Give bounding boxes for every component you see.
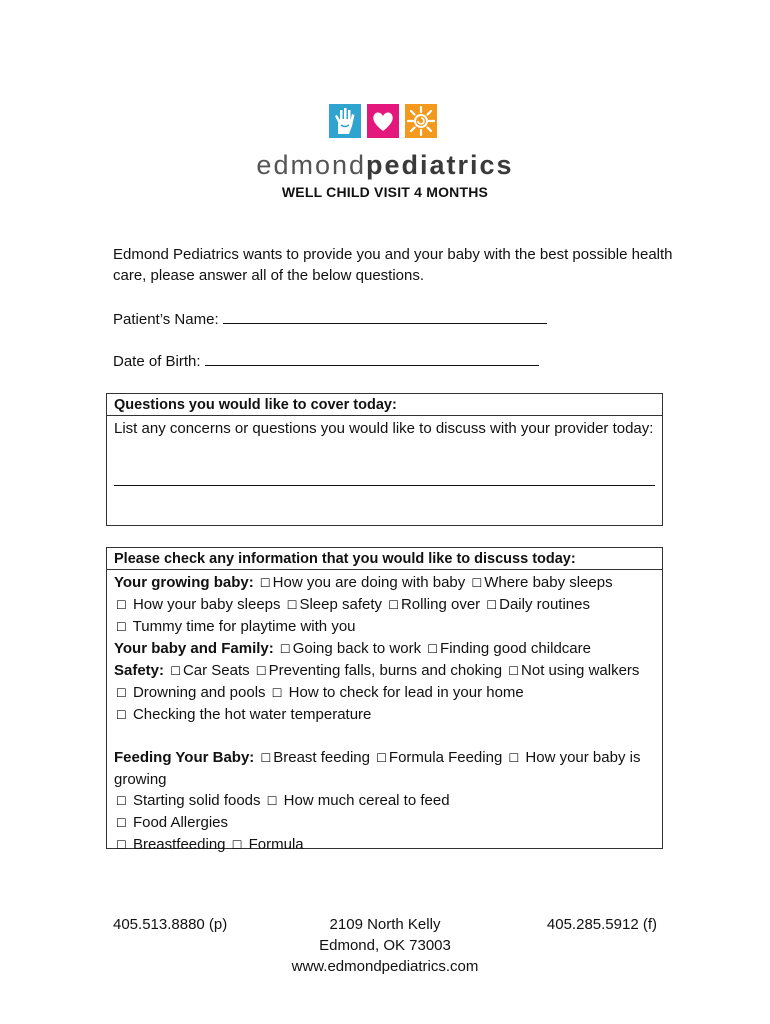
checkbox-icon[interactable]: ☐ xyxy=(116,816,127,830)
checkbox-icon[interactable]: ☐ xyxy=(279,642,291,656)
brand-part2: pediatrics xyxy=(366,150,514,180)
checkbox-icon[interactable]: ☐ xyxy=(508,664,520,678)
feeding-label: Feeding Your Baby: xyxy=(114,749,255,766)
footer-fax: 405.285.5912 (f) xyxy=(546,916,657,933)
option-label: Finding good childcare xyxy=(440,640,591,657)
option-label: How you are doing with baby xyxy=(272,574,466,591)
safety-line-2 xyxy=(114,682,655,704)
option-label: How your baby is growing xyxy=(114,749,641,788)
heart-icon xyxy=(367,104,399,138)
option-label: Rolling over xyxy=(400,596,481,613)
safety-line-1 xyxy=(114,660,655,682)
questions-header: Questions you would like to cover today: xyxy=(107,394,662,416)
checkbox-icon[interactable]: ☐ xyxy=(508,751,520,765)
patient-name-label: Patient’s Name: xyxy=(113,311,219,328)
discuss-header: Please check any information that you would like to discuss today: xyxy=(107,548,662,570)
option-label: Checking the hot water temperature xyxy=(132,706,372,723)
checkbox-icon[interactable]: ☐ xyxy=(170,664,181,678)
logo xyxy=(329,104,437,138)
questions-box xyxy=(106,393,663,526)
family-label: Your baby and Family: xyxy=(114,640,274,657)
questions-write-line[interactable] xyxy=(114,465,655,486)
growing-line-1 xyxy=(114,572,655,594)
feeding-line-1 xyxy=(114,747,655,790)
patient-name-field[interactable] xyxy=(113,309,547,328)
brand-part1: edmond xyxy=(256,150,366,180)
dob-line[interactable] xyxy=(205,351,539,366)
option-label: Tummy time for playtime with you xyxy=(132,618,356,635)
checkbox-icon[interactable]: ☐ xyxy=(376,751,387,765)
intro-text: Edmond Pediatrics wants to provide you and your baby with the best possible health care, please answer all of the below questions. xyxy=(113,246,673,284)
option-label: How your baby sleeps xyxy=(132,596,281,613)
checkbox-icon[interactable]: ☐ xyxy=(388,598,399,612)
dob-field[interactable] xyxy=(113,351,539,370)
option-label: Car Seats xyxy=(182,662,250,679)
checkbox-icon[interactable]: ☐ xyxy=(259,576,271,590)
checkbox-icon[interactable]: ☐ xyxy=(260,751,272,765)
option-label: How to check for lead in your home xyxy=(288,684,524,701)
patient-name-line[interactable] xyxy=(223,309,547,324)
footer-address-line2: Edmond, OK 73003 xyxy=(319,937,451,954)
option-label: Starting solid foods xyxy=(132,792,261,809)
footer-phone: 405.513.8880 (p) xyxy=(113,916,228,933)
checkbox-icon[interactable]: ☐ xyxy=(271,686,283,700)
checkbox-icon[interactable]: ☐ xyxy=(471,576,483,590)
option-label: Formula xyxy=(248,836,304,853)
growing-line-3 xyxy=(114,616,655,638)
sun-icon xyxy=(405,104,437,138)
discuss-box xyxy=(106,547,663,853)
growing-label: Your growing baby: xyxy=(114,574,254,591)
hand-icon xyxy=(329,104,361,138)
family-line xyxy=(114,638,655,660)
checkbox-icon[interactable]: ☐ xyxy=(231,838,243,852)
checkbox-icon[interactable]: ☐ xyxy=(116,620,127,634)
checkbox-icon[interactable]: ☐ xyxy=(116,598,127,612)
checkbox-icon[interactable]: ☐ xyxy=(116,794,127,808)
option-label: Drowning and pools xyxy=(132,684,266,701)
option-label: How much cereal to feed xyxy=(283,792,450,809)
document-title: WELL CHILD VISIT 4 MONTHS xyxy=(281,184,489,200)
option-label: Where baby sleeps xyxy=(484,574,613,591)
option-label: Breast feeding xyxy=(273,749,370,766)
footer-address-line1: 2109 North Kelly xyxy=(329,916,441,933)
dob-label: Date of Birth: xyxy=(113,353,201,370)
option-label: Food Allergies xyxy=(132,814,228,831)
feeding-line-4 xyxy=(114,834,655,856)
questions-prompt: List any concerns or questions you would like to discuss with your provider today: xyxy=(114,420,654,437)
checkbox-icon[interactable]: ☐ xyxy=(116,838,127,852)
option-label: Going back to work xyxy=(292,640,422,657)
option-label: Sleep safety xyxy=(299,596,383,613)
checkbox-icon[interactable]: ☐ xyxy=(116,686,127,700)
option-label: Preventing falls, burns and choking xyxy=(268,662,503,679)
checkbox-icon[interactable]: ☐ xyxy=(427,642,439,656)
footer-website[interactable]: www.edmondpediatrics.com xyxy=(291,958,479,975)
checkbox-icon[interactable]: ☐ xyxy=(486,598,498,612)
option-label: Formula Feeding xyxy=(388,749,503,766)
checkbox-icon[interactable]: ☐ xyxy=(286,598,298,612)
safety-label: Safety: xyxy=(114,662,165,679)
safety-line-3 xyxy=(114,704,655,726)
feeding-line-2 xyxy=(114,790,655,812)
feeding-line-3 xyxy=(114,812,655,834)
checkbox-icon[interactable]: ☐ xyxy=(116,708,127,722)
growing-line-2 xyxy=(114,594,655,616)
checkbox-icon[interactable]: ☐ xyxy=(255,664,267,678)
checkbox-icon[interactable]: ☐ xyxy=(266,794,278,808)
option-label: Not using walkers xyxy=(521,662,640,679)
option-label: Breastfeeding xyxy=(132,836,226,853)
option-label: Daily routines xyxy=(499,596,590,613)
brand-name xyxy=(0,150,770,181)
